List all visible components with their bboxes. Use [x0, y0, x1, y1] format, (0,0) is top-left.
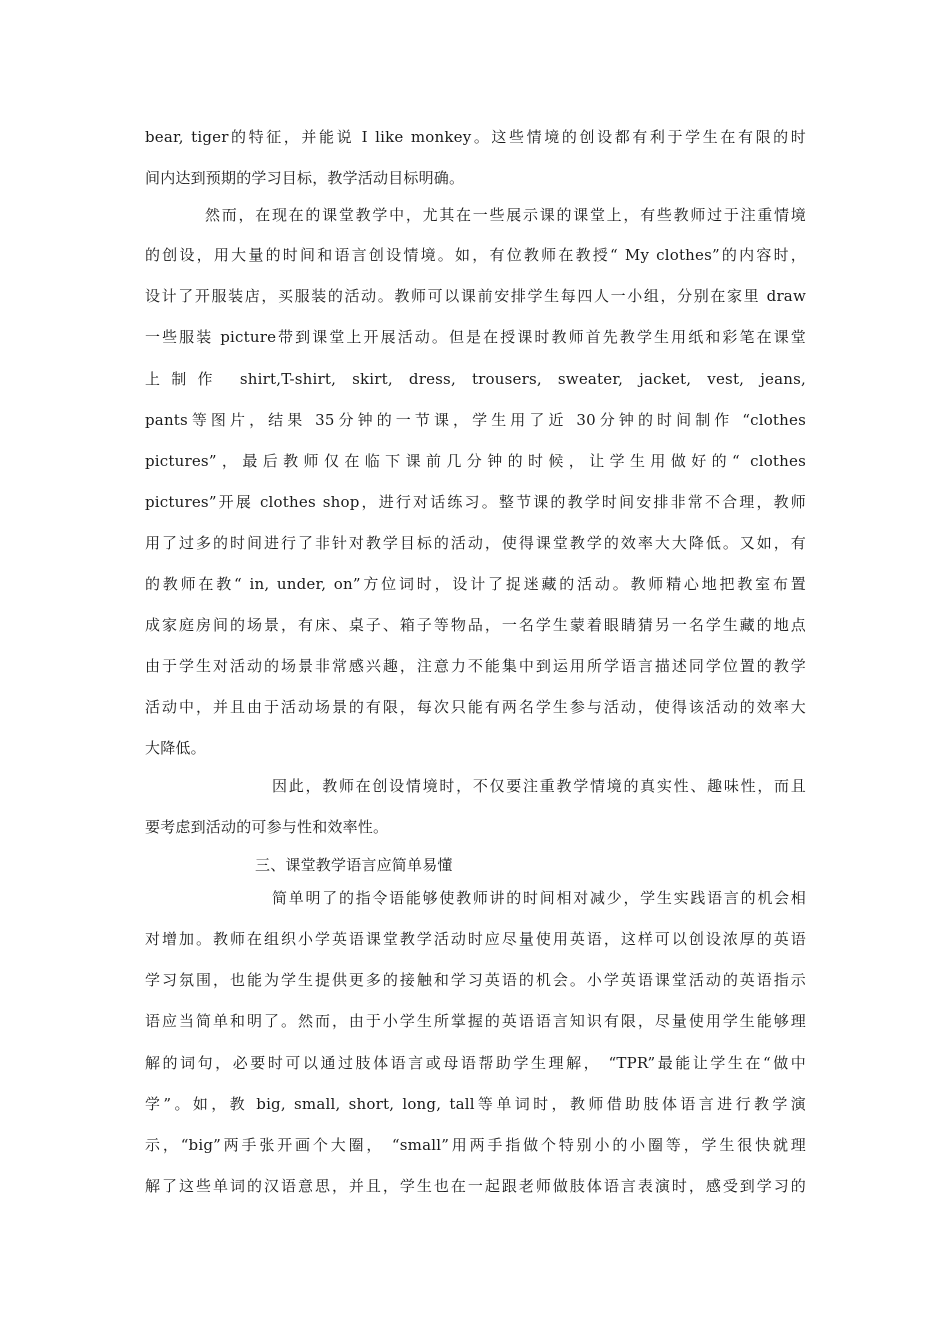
- text-line-6: 一些服装 picture带到课堂上开展活动。但是在授课时教师首先教学生用纸和彩笔在课堂: [145, 328, 806, 346]
- section-heading: 三、课堂教学语言应简单易懂: [255, 856, 453, 874]
- text-line-5: 设计了开服装店，买服装的活动。教师可以课前安排学生每四人一小组，分别在家里 draw: [145, 287, 806, 305]
- text-line-11: 用了过多的时间进行了非针对教学目标的活动，使得课堂教学的效率大大降低。又如，有: [145, 534, 806, 552]
- paragraph-start-line: 简单明了的指令语能够使教师讲的时间相对减少，学生实践语言的机会相: [272, 889, 806, 907]
- text-line-13: 成家庭房间的场景，有床、桌子、箱子等物品，一名学生蒙着眼睛猜另一名学生藏的地点: [145, 616, 806, 634]
- text-line-10: pictures”开展 clothes shop，进行对话练习。整节课的教学时间安排非常不合理，教师: [145, 493, 806, 511]
- text-line-15: 活动中，并且由于活动场景的有限，每次只能有两名学生参与活动，使得该活动的效率大: [145, 698, 806, 716]
- text-line-14: 由于学生对活动的场景非常感兴趣，注意力不能集中到运用所学语言描述同学位置的教学: [145, 657, 806, 675]
- text-line-24: 解的词句，必要时可以通过肢体语言或母语帮助学生理解， “TPR”最能让学生在“做中: [145, 1054, 806, 1072]
- text-line-2: 间内达到预期的学习目标，教学活动目标明确。: [145, 169, 465, 187]
- paragraph-start-line: 然而，在现在的课堂教学中，尤其在一些展示课的课堂上，有些教师过于注重情境: [205, 206, 806, 224]
- text-line-25: 学”。如，教 big, small, short, long, tall等单词时，教师借助肢体语言进行教学演: [145, 1095, 806, 1113]
- text-line-8: pants等图片，结果 35分钟的一节课，学生用了近 30分钟的时间制作 “clothes: [145, 411, 806, 429]
- text-line-4: 的创设，用大量的时间和语言创设情境。如，有位教师在教授“ My clothes”的内容时，: [145, 246, 806, 264]
- paragraph-start-line: 因此，教师在创设情境时，不仅要注重教学情境的真实性、趣味性，而且: [272, 777, 806, 795]
- text-line-22: 学习氛围，也能为学生提供更多的接触和学习英语的机会。小学英语课堂活动的英语指示: [145, 971, 806, 989]
- text-line-12: 的教师在教“ in, under, on”方位词时，设计了捉迷藏的活动。教师精心地把教室布置: [145, 575, 806, 593]
- text-line-23: 语应当简单和明了。然而，由于小学生所掌握的英语语言知识有限，尽量使用学生能够理: [145, 1012, 806, 1030]
- text-line-7: 上制作 shirt,T-shirt, skirt, dress, trousers, sweater, jacket, vest, jeans,: [145, 370, 806, 388]
- text-line-18: 要考虑到活动的可参与性和效率性。: [145, 818, 389, 836]
- text-line-26: 示，“big”两手张开画个大圈， “small”用两手指做个特别小的小圈等，学生很快就理: [145, 1136, 806, 1154]
- text-line-21: 对增加。教师在组织小学英语课堂教学活动时应尽量使用英语，这样可以创设浓厚的英语: [145, 930, 806, 948]
- text-line-27: 解了这些单词的汉语意思，并且，学生也在一起跟老师做肢体语言表演时，感受到学习的: [145, 1177, 806, 1195]
- text-line-9: pictures”，最后教师仅在临下课前几分钟的时候，让学生用做好的“ clothes: [145, 452, 806, 470]
- text-line-1: bear, tiger的特征，并能说 I like monkey。这些情境的创设都有利于学生在有限的时: [145, 128, 806, 146]
- text-line-16: 大降低。: [145, 739, 206, 757]
